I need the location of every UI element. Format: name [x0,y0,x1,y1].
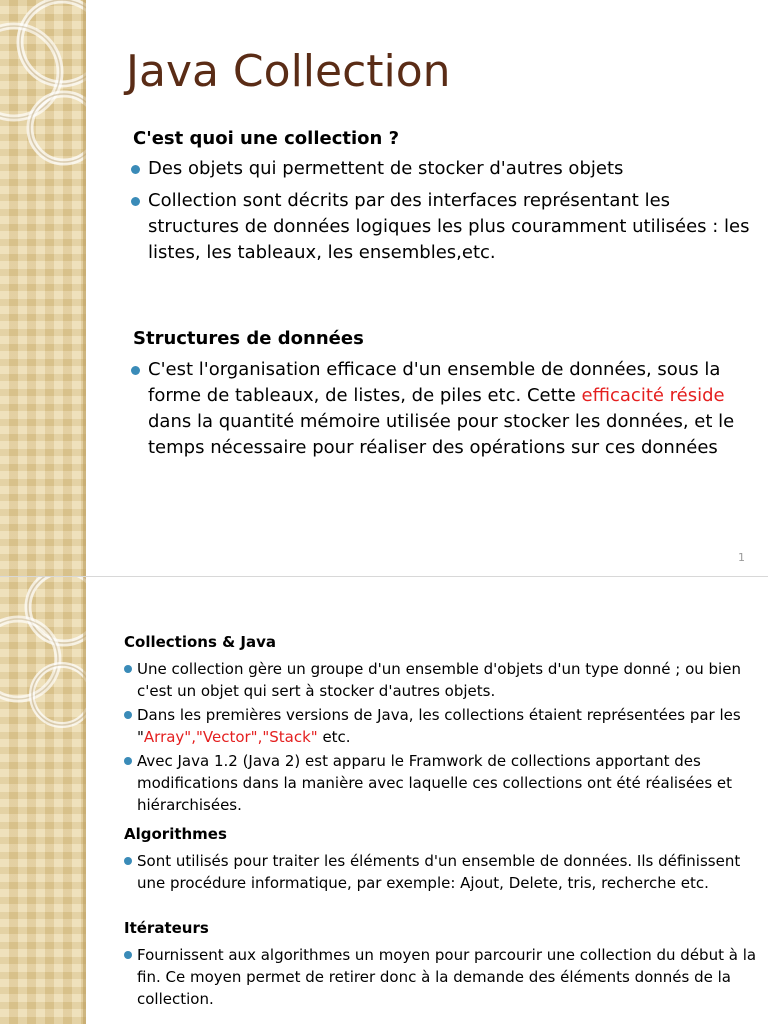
bullet-icon [131,197,140,206]
bullet-list-collections-java [122,658,758,818]
bullet-icon [124,951,132,959]
list-item [122,850,758,894]
bullet-text: Une collection gère un groupe d'un ensemble d'objets d'un type donné ; ou bien c'est un objet qui sert à stocker d'autres objets. [137,660,741,700]
slide-2 [0,577,768,1024]
bullet-icon [124,665,132,673]
highlighted-text: Array","Vector","Stack" [143,728,318,746]
bullet-list-algorithmes [122,850,758,896]
section-heading-algorithmes: Algorithmes [124,825,227,843]
bullet-text-part: dans la quantité mémoire utilisée pour stocker les données, et le temps nécessaire pour réaliser des opérations sur ces données [148,411,735,458]
section-heading-iterateurs: Itérateurs [124,919,209,937]
list-item [122,750,758,816]
bullet-icon [131,366,140,375]
bullet-text-part: Dans les premières versions de Java, les collections étaient représentées par les " [137,706,741,746]
decorative-rings [0,0,86,576]
bullet-text: Avec Java 1.2 (Java 2) est apparu le Framwork de collections apportant des modifications dans la manière avec laquelle ces collections ont été réalisées et hiérarchisées. [137,752,733,814]
highlighted-text: efficacité réside [581,385,725,406]
decorative-sidebar [0,577,86,1024]
bullet-icon [124,757,132,765]
bullet-text-part: C'est l'organisation efficace d'un ensemble de données, sous la forme de tableaux, de listes, de piles etc. Cette [148,359,721,406]
bullet-text: Des objets qui permettent de stocker d'autres objets [148,158,624,179]
bullet-icon [124,711,132,719]
bullet-text [137,706,741,746]
bullet-text: Fournissent aux algorithmes un moyen pour parcourir une collection du début à la fin. Ce moyen permet de retirer donc à la demande des éléments donnés de la collection. [137,946,757,1008]
section-heading-collections-java: Collections & Java [124,633,277,651]
bullet-text: Sont utilisés pour traiter les éléments d'un ensemble de données. Ils définissent une procédure informatique, par exemple: Ajout, Delete, tris, recherche etc. [137,852,741,892]
section-heading-structures: Structures de données [133,328,364,349]
bullet-icon [131,165,140,174]
decorative-rings [0,577,86,1024]
bullet-text: Collection sont décrits par des interfaces représentant les structures de données logiques les plus couramment utilisées : les listes, les tableaux, les ensembles,etc. [148,190,750,263]
bullet-icon [124,857,132,865]
bullet-text [148,359,734,458]
decorative-sidebar [0,0,86,576]
section-heading-collection: C'est quoi une collection ? [133,128,400,149]
list-item [122,944,758,1010]
page-number: 1 [738,551,745,564]
list-item [128,188,756,266]
bullet-list-collection [128,156,756,272]
bullet-list-iterateurs [122,944,758,1012]
list-item [128,156,756,182]
bullet-text-part: etc. [317,728,351,746]
list-item [122,704,758,748]
list-item [128,357,756,461]
bullet-list-structures [128,357,756,467]
slide-title: Java Collection [126,46,451,97]
list-item [122,658,758,702]
